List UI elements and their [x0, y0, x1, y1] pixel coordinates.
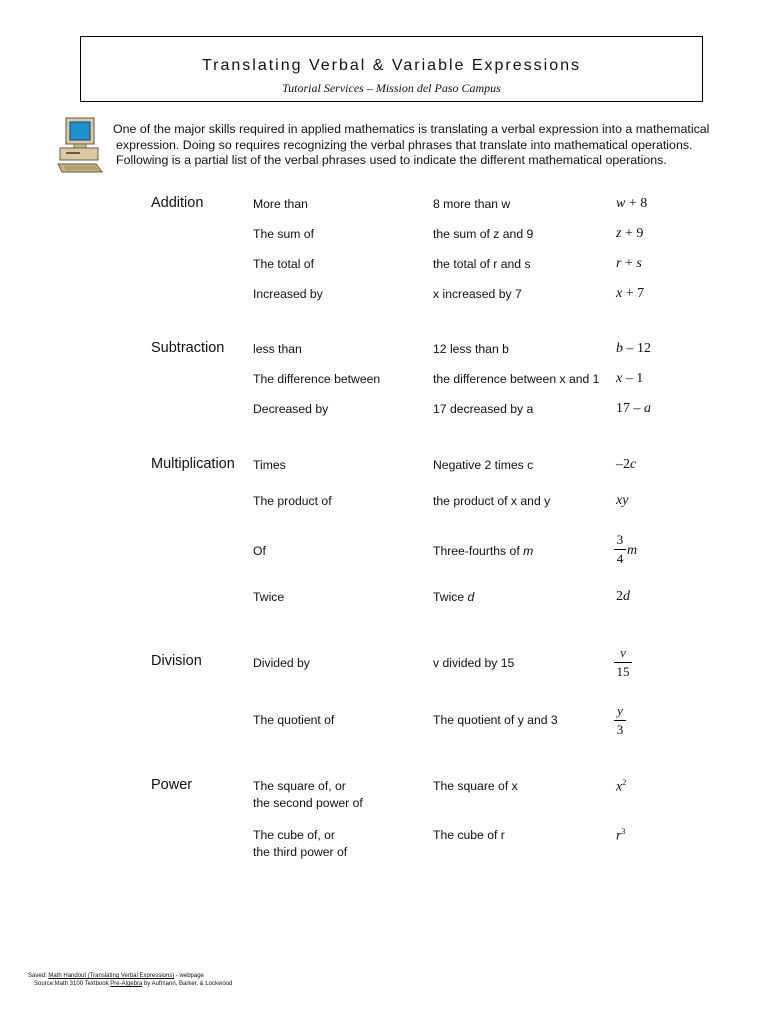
footer [28, 972, 232, 988]
phrase: The total of [253, 257, 314, 271]
phrase: Twice [253, 590, 285, 604]
fraction: $\frac{v}{15}$ [614, 645, 632, 680]
example: the total of r and s [433, 257, 531, 271]
page-title: Translating Verbal & Variable Expressions [201, 57, 582, 74]
math-expression: w + 8 [616, 196, 648, 211]
math-expression: 17 – a [616, 401, 651, 416]
math-expression: z + 9 [616, 226, 644, 241]
math-expression: $r^3$ [616, 827, 626, 844]
phrase: The difference between [253, 372, 381, 386]
example: Negative 2 times c [433, 458, 534, 472]
phrase: less than [253, 342, 302, 356]
page-subtitle: Tutorial Services – Mission del Paso Campus [282, 81, 501, 95]
phrase: The product of [253, 494, 332, 508]
category-power: Power [151, 777, 193, 793]
example: The cube of r [433, 828, 505, 842]
category-subtraction: Subtraction [151, 340, 225, 356]
math-expression: b – 12 [616, 341, 651, 356]
math-expression: –2c [616, 457, 637, 472]
example: 17 decreased by a [433, 402, 534, 416]
phrase: Decreased by [253, 402, 329, 416]
math-expression: xy [616, 493, 629, 508]
fraction: $\frac{y}{3}$ [614, 703, 626, 738]
intro-paragraph [113, 122, 733, 169]
phrase: The sum of [253, 227, 314, 241]
math-expression: 2d [616, 589, 630, 604]
category-addition: Addition [151, 195, 204, 211]
footer-source: Source:Math 3100 Textbook Pre-Algebra by Aufmann, Barker, & Lockwood [34, 981, 233, 987]
phrase: The quotient of [253, 713, 335, 727]
intro-line: One of the major skills required in applied mathematics is translating a verbal expression into a mathematical [113, 122, 710, 136]
example: x increased by 7 [433, 287, 522, 301]
category-division: Division [151, 653, 202, 669]
footer-saved: Saved: Math Handout (Translating Verbal Expressions) - webpage [28, 973, 204, 979]
fraction: $\frac{3}{4}$ [614, 532, 626, 567]
example: 8 more than w [433, 197, 511, 211]
example: Twice d [433, 590, 475, 604]
source-link[interactable]: Pre-Algebra [110, 981, 143, 987]
phrase: Times [253, 458, 286, 472]
computer-icon [56, 116, 106, 174]
example: The quotient of y and 3 [433, 713, 558, 727]
example: the difference between x and 1 [433, 372, 600, 386]
phrase: The square of, or the second power of [253, 779, 363, 810]
fraction-variable: m [627, 543, 638, 558]
example: The square of x [433, 779, 518, 793]
example: the sum of z and 9 [433, 227, 534, 241]
phrase: Divided by [253, 656, 310, 670]
math-expression: x + 7 [616, 286, 645, 301]
intro-line: Following is a partial list of the verbal phrases used to indicate the different mathematical operations. [116, 153, 667, 167]
phrase: Increased by [253, 287, 323, 301]
category-multiplication: Multiplication [151, 456, 235, 472]
math-expression: $x^2$ [616, 778, 627, 795]
math-expression: x – 1 [616, 371, 644, 386]
title-box [80, 36, 703, 102]
math-expression: r + s [616, 256, 642, 271]
example: Three-fourths of m [433, 544, 534, 558]
phrase: The cube of, or the third power of [253, 828, 348, 859]
example: v divided by 15 [433, 656, 515, 670]
phrase: More than [253, 197, 308, 211]
intro-line: expression. Doing so requires recognizing the verbal phrases that translate into mathematical operations. [116, 137, 693, 152]
example: the product of x and y [433, 494, 551, 508]
example: 12 less than b [433, 342, 509, 356]
phrase: Of [253, 544, 266, 558]
saved-link[interactable]: Math Handout (Translating Verbal Expressions) [48, 973, 175, 979]
